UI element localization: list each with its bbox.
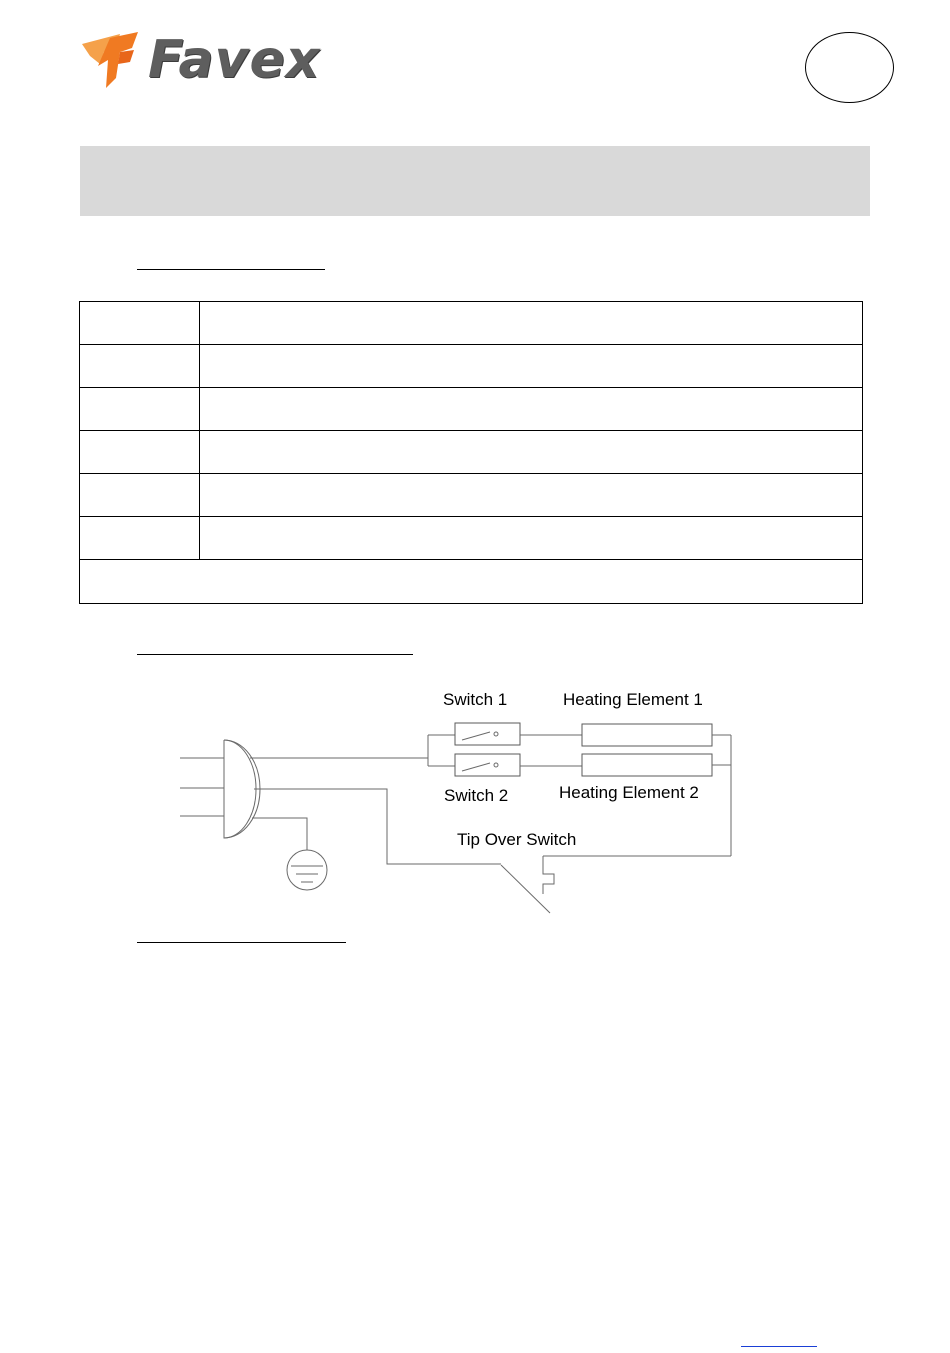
page-number-oval xyxy=(805,32,894,103)
table-cell xyxy=(80,388,200,430)
wire-earth xyxy=(252,818,307,850)
table-row xyxy=(80,474,862,517)
table-row xyxy=(80,302,862,345)
switch-2-label: Switch 2 xyxy=(444,786,509,805)
table-cell xyxy=(80,517,200,559)
spec-table xyxy=(79,301,863,604)
table-cell xyxy=(201,302,862,344)
heating-element-2-label: Heating Element 2 xyxy=(559,783,699,802)
table-cell xyxy=(80,345,200,387)
favex-wordmark: Favex xyxy=(148,30,321,90)
tip-over-switch-label: Tip Over Switch xyxy=(457,830,577,849)
section-heading-underline xyxy=(137,942,346,943)
table-cell xyxy=(80,474,200,516)
section-heading-underline xyxy=(137,269,325,270)
table-cell xyxy=(201,345,862,387)
table-row xyxy=(80,517,862,560)
table-row xyxy=(80,431,862,474)
switch-1-label: Switch 1 xyxy=(443,690,508,709)
favex-logo xyxy=(80,30,320,92)
table-cell xyxy=(201,517,862,559)
table-cell xyxy=(80,431,200,473)
table-row xyxy=(80,388,862,431)
footer-link[interactable] xyxy=(741,1346,817,1347)
switch-1-icon xyxy=(455,723,520,745)
section-heading-underline xyxy=(137,654,413,655)
table-row xyxy=(80,345,862,388)
plug-icon xyxy=(180,740,260,838)
heating-element-2-icon xyxy=(582,754,712,776)
title-banner xyxy=(80,146,870,216)
wire-neutral xyxy=(254,789,501,864)
switch-2-icon xyxy=(455,754,520,776)
tip-over-switch-icon xyxy=(501,856,554,913)
heating-element-1-icon xyxy=(582,724,712,746)
favex-logo-mark-icon xyxy=(80,30,150,92)
table-cell xyxy=(80,302,200,344)
heating-element-1-label: Heating Element 1 xyxy=(563,690,703,709)
table-cell xyxy=(201,431,862,473)
table-cell xyxy=(201,388,862,430)
table-cell xyxy=(201,474,862,516)
table-footer-row xyxy=(80,560,862,604)
earth-ground-icon xyxy=(287,850,327,890)
